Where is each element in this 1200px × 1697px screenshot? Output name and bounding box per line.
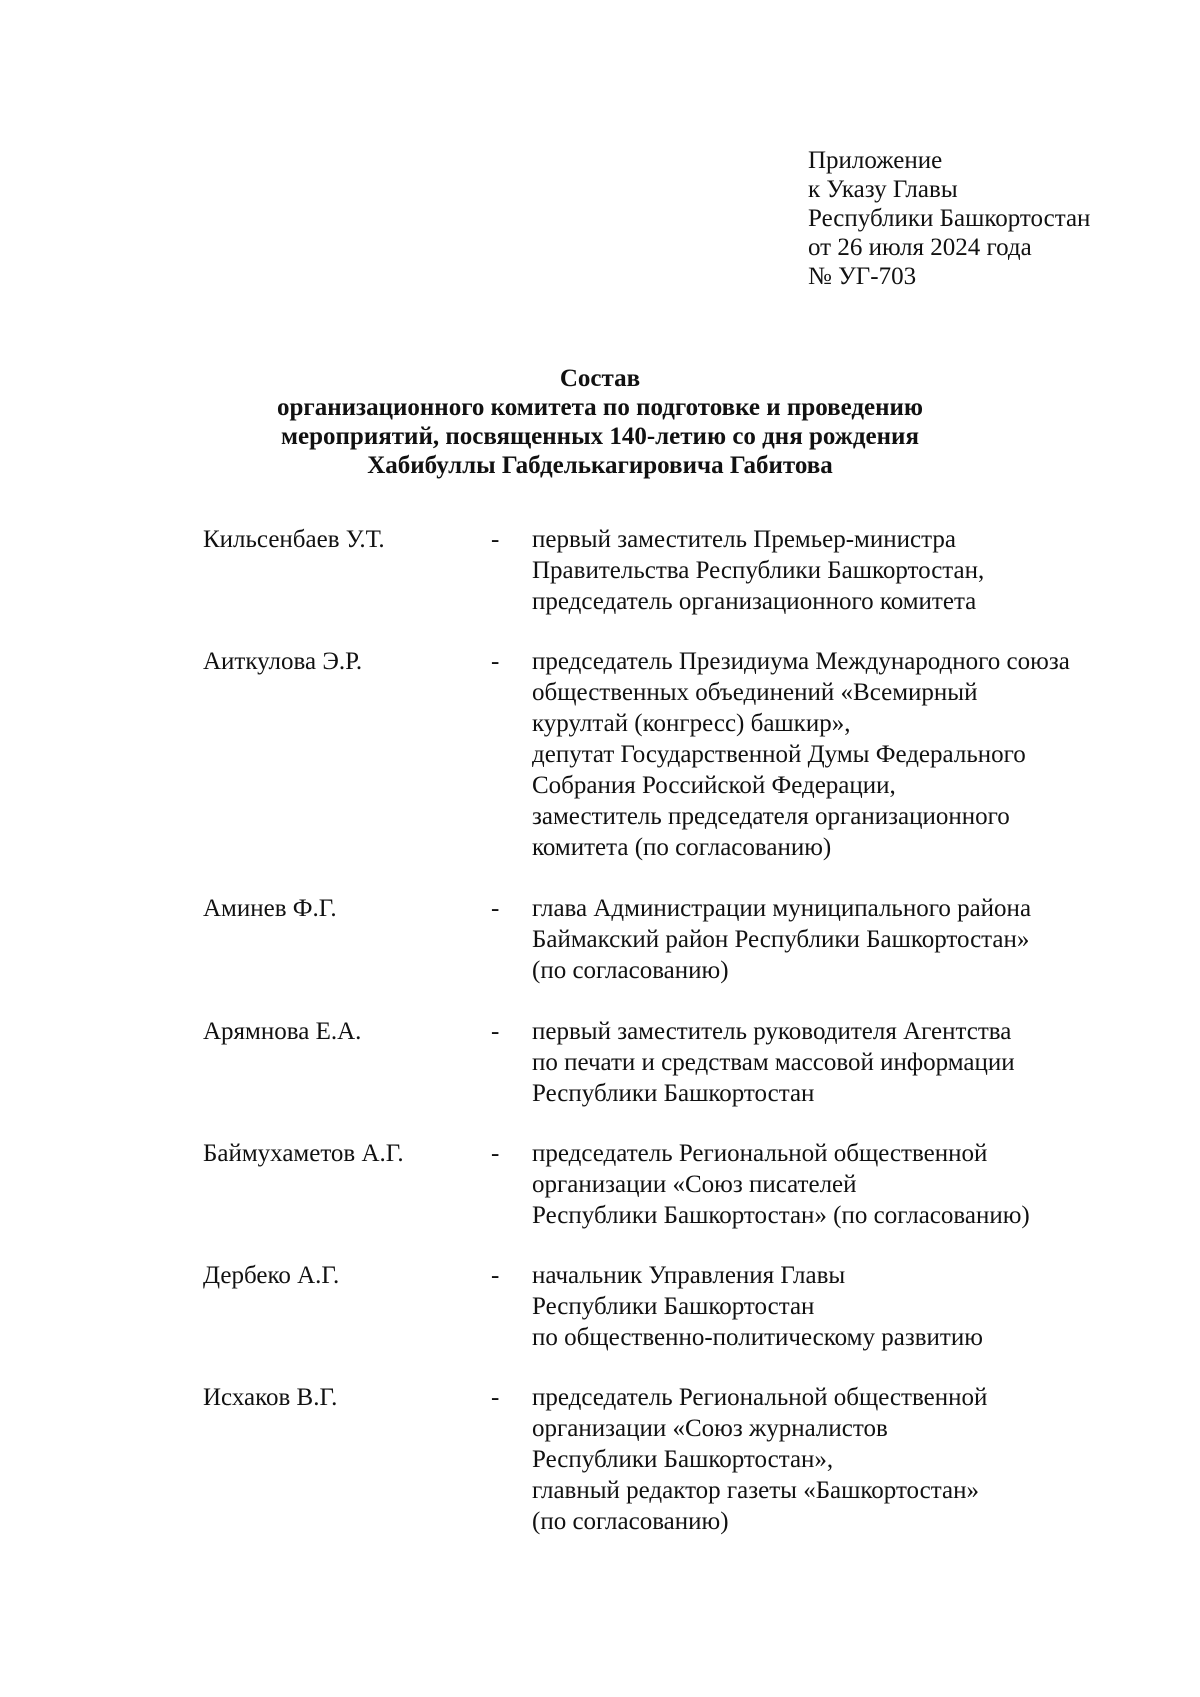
position-line: первый заместитель Премьер-министра — [532, 526, 956, 553]
member-dash: - — [491, 1140, 500, 1167]
position-line: Республики Башкортостан — [532, 1293, 815, 1320]
position-line: первый заместитель руководителя Агентства — [532, 1018, 1012, 1045]
title-line: организационного комитета по подготовке и проведению — [276, 394, 924, 421]
position-line: главный редактор газеты «Башкортостан» — [532, 1477, 979, 1504]
position-line: организации «Союз журналистов — [532, 1415, 888, 1442]
position-line: по печати и средствам массовой информации — [532, 1049, 1015, 1076]
position-line: депутат Государственной Думы Федерального — [532, 741, 1026, 768]
member-dash: - — [491, 1018, 500, 1045]
position-line: по общественно-политическому развитию — [532, 1324, 983, 1351]
member-position — [532, 893, 1031, 986]
appendix-line: № УГ-703 — [808, 263, 917, 290]
position-line: организации «Союз писателей — [532, 1171, 857, 1198]
position-line: (по согласованию) — [532, 1508, 729, 1535]
member-dash: - — [491, 895, 500, 922]
position-line: комитета (по согласованию) — [532, 834, 832, 861]
position-line: глава Администрации муниципального района — [532, 895, 1032, 922]
position-line: председатель Региональной общественной — [532, 1384, 988, 1411]
position-line: председатель Региональной общественной — [532, 1140, 988, 1167]
member-dash: - — [491, 1384, 500, 1411]
document-title — [0, 364, 1200, 480]
position-line: курултай (конгресс) башкир», — [532, 710, 851, 737]
position-line: председатель организационного комитета — [532, 588, 977, 615]
member-name: Аминев Ф.Г. — [203, 895, 337, 922]
appendix-line: к Указу Главы — [808, 176, 958, 203]
appendix-line: Республики Башкортостан — [808, 205, 1091, 232]
position-line: Баймакский район Республики Башкортостан» — [532, 926, 1030, 953]
appendix-line: Приложение — [808, 147, 943, 174]
member-name: Баймухаметов А.Г. — [203, 1140, 404, 1167]
member-position — [532, 1382, 987, 1537]
member-position — [532, 1260, 983, 1353]
position-line: председатель Президиума Международного союза — [532, 648, 1070, 675]
member-dash: - — [491, 1262, 500, 1289]
member-dash: - — [491, 526, 500, 553]
member-position — [532, 524, 984, 617]
position-line: начальник Управления Главы — [532, 1262, 846, 1289]
member-name: Арямнова Е.А. — [203, 1018, 362, 1045]
title-line: Хабибуллы Габделькагировича Габитова — [367, 452, 833, 479]
member-position — [532, 646, 1070, 863]
member-name: Аиткулова Э.Р. — [203, 648, 363, 675]
member-name: Дербеко А.Г. — [203, 1262, 340, 1289]
position-line: Собрания Российской Федерации, — [532, 772, 896, 799]
member-position — [532, 1016, 1015, 1109]
position-line: Республики Башкортостан», — [532, 1446, 834, 1473]
position-line: Правительства Республики Башкортостан, — [532, 557, 985, 584]
position-line: общественных объединений «Всемирный — [532, 679, 978, 706]
position-line: заместитель председателя организационного — [532, 803, 1010, 830]
member-name: Кильсенбаев У.Т. — [203, 526, 385, 553]
appendix-line: от 26 июля 2024 года — [808, 234, 1032, 261]
member-name: Исхаков В.Г. — [203, 1384, 338, 1411]
member-position — [532, 1138, 1030, 1231]
appendix-header — [808, 146, 1090, 291]
title-line: Состав — [559, 365, 641, 392]
title-line: мероприятий, посвященных 140-летию со дня рождения — [281, 423, 919, 450]
position-line: (по согласованию) — [532, 957, 729, 984]
member-dash: - — [491, 648, 500, 675]
position-line: Республики Башкортостан» (по согласованию) — [532, 1202, 1030, 1229]
position-line: Республики Башкортостан — [532, 1080, 815, 1107]
